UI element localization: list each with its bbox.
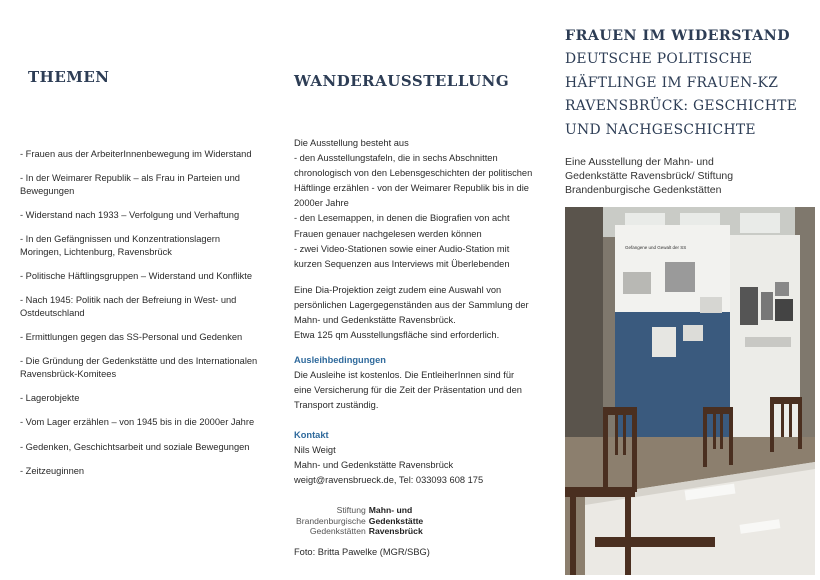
themen-item: - Gedenken, Geschichtsarbeit und soziale Bewegungen bbox=[20, 441, 250, 452]
main-title: FRAUEN IM WIDERSTAND bbox=[565, 28, 791, 44]
logo-foundation-name: Stiftung Brandenburgische Gedenkstätten bbox=[296, 505, 366, 536]
themen-item: - In den Gefängnissen und Konzentrationslagern Moringen, Lichtenburg, Ravensbrück bbox=[20, 234, 221, 257]
themen-item: - Politische Häftlingsgruppen – Widerstand und Konflikte bbox=[20, 270, 253, 281]
contact-heading: Kontakt bbox=[294, 430, 329, 440]
themen-item: - In der Weimarer Republik – als Frau in Parteien und Bewegungen bbox=[20, 173, 240, 196]
exhibition-room-illustration bbox=[565, 207, 815, 575]
photo-credit: Foto: Britta Pawelke (MGR/SBG) bbox=[294, 547, 430, 557]
exhibition-organizer: Eine Ausstellung der Mahn- und Gedenkstätte Ravensbrück/ Stiftung Brandenburgische Gedenkstätten bbox=[565, 156, 734, 196]
themen-item: - Nach 1945: Politik nach der Befreiung in West- und Ostdeutschland bbox=[20, 295, 237, 318]
themen-item: - Lagerobjekte bbox=[20, 392, 80, 403]
themen-list bbox=[20, 148, 265, 490]
dia-projection-text: Eine Dia-Projektion zeigt zudem eine Auswahl von persönlichen Lagergegenständen aus der Sammlung der Mahn- und Gedenkstätte Ravensbrück. Etwa 125 qm Ausstellungsfläche sind erforderlich. bbox=[294, 285, 529, 341]
foundation-logo bbox=[296, 505, 423, 537]
wanderausstellung-heading: WANDERAUSSTELLUNG bbox=[294, 72, 510, 90]
themen-item: - Widerstand nach 1933 – Verfolgung und Verhaftung bbox=[20, 209, 240, 220]
subtitle: DEUTSCHE POLITISCHE HÄFTLINGE IM FRAUEN-KZ RAVENSBRÜCK: GESCHICHTE UND NACHGESCHICHTE bbox=[565, 51, 798, 138]
exhibition-photo bbox=[565, 207, 815, 575]
themen-item: - Frauen aus der ArbeiterInnenbewegung im Widerstand bbox=[20, 149, 252, 159]
exhibition-description: Die Ausstellung besteht aus - den Ausstellungstafeln, die in sechs Abschnitten chronologisch von den Lebensgeschichten der politischen Häftlinge erzählen - von der Weimarer Republik bis in die 2000er Jahre - den Lesemappen, in denen die Biografien von acht Frauen genauer nachgelesen werden können - zwei Video-Stationen sowie einer Audio-Station mit kurzen Sequenzen aus Interviews mit Überlebenden bbox=[294, 138, 533, 269]
loan-conditions-text: Die Ausleihe ist kostenlos. Die EntleiherInnen sind für eine Versicherung für die Zeit der Präsentation und den Transport zuständig. bbox=[294, 370, 522, 411]
contact-text: Nils Weigt Mahn- und Gedenkstätte Ravensbrück weigt@ravensbrueck.de, Tel: 033093 608 175 bbox=[294, 445, 484, 486]
logo-memorial-name: Mahn- und Gedenkstätte Ravensbrück bbox=[368, 505, 424, 536]
themen-heading: THEMEN bbox=[28, 68, 110, 86]
loan-conditions-heading: Ausleihbedingungen bbox=[294, 355, 386, 365]
themen-item: - Ermittlungen gegen das SS-Personal und Gedenken bbox=[20, 331, 243, 342]
themen-item: - Zeitzeuginnen bbox=[20, 466, 85, 477]
panel-headline: Gefangene und Gewalt der SS bbox=[625, 245, 687, 250]
themen-item: - Die Gründung der Gedenkstätte und des Internationalen Ravensbrück-Komitees bbox=[20, 356, 258, 379]
themen-item: - Vom Lager erzählen – von 1945 bis in die 2000er Jahre bbox=[20, 417, 255, 428]
